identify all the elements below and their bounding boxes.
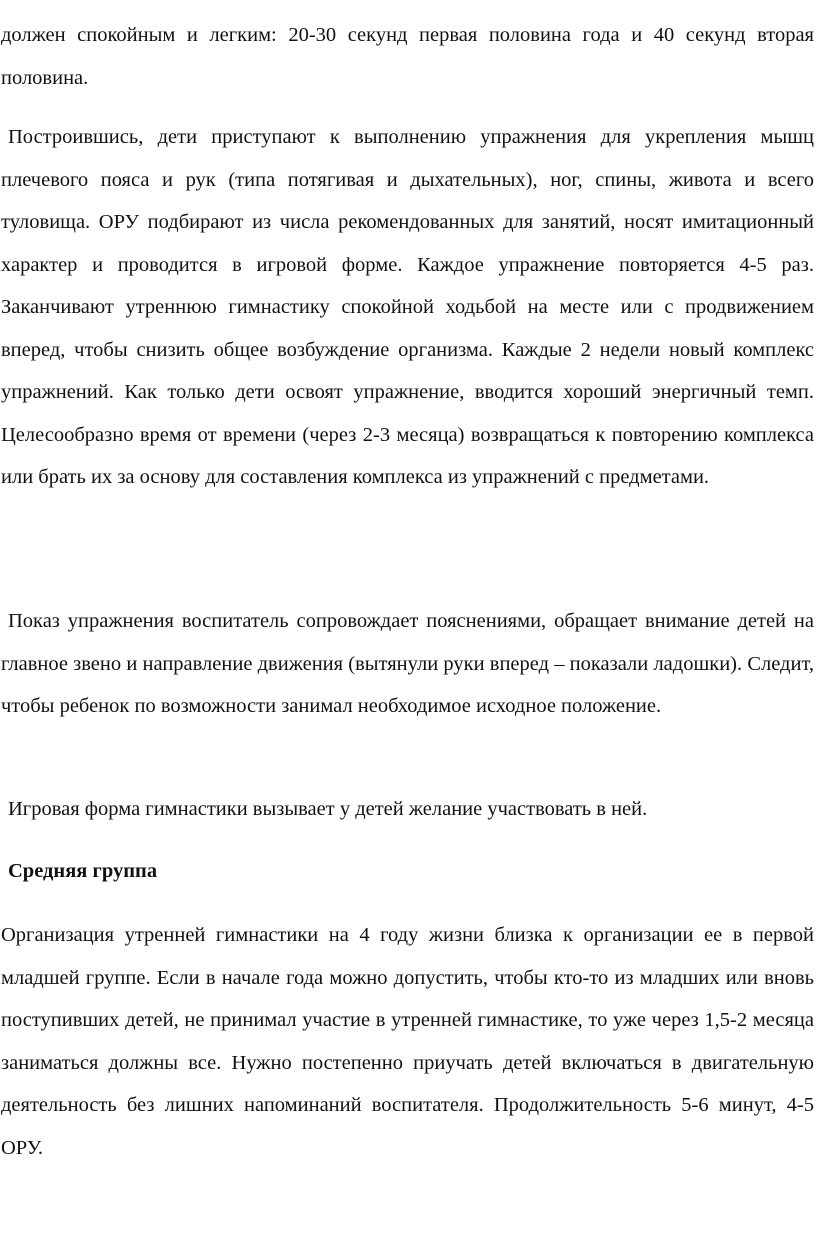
paragraph-game-form: Игровая форма гимнастики вызывает у детей желание участвовать в ней. [8, 798, 648, 820]
paragraph-exercises: Построившись, дети приступают к выполнению упражнения для укрепления мышц плечевого пояса и рук (типа потягивая и дыхательных), ног, спины, живота и всего туловища. ОРУ подбирают из числа рекомендованных для занятий, носят имитационный характер и проводится в игровой форме. Каждое упражнение повторяется 4-5 раз. Заканчивают утреннюю гимнастику спокойной ходьбой на месте или с продвижением вперед, чтобы снизить общее возбуждение организма. Каждые 2 недели новый комплекс упражнений. Как только дети освоят упражнение, вводится хороший энергичный темп. Целесообразно время от времени (через 2-3 месяца) возвращаться к повторению комплекса или брать их за основу для составления комплекса из упражнений с предметами. [1, 126, 814, 488]
paragraph-continuation: должен спокойным и легким: 20-30 секунд первая половина года и 40 секунд вторая половина. [1, 24, 814, 89]
paragraph-demonstration: Показ упражнения воспитатель сопровождает пояснениями, обращает внимание детей на главное звено и направление движения (вытянули руки вперед – показали ладошки). Следит, чтобы ребенок по возможности занимал необходимое исходное положение. [1, 610, 814, 717]
section-heading: Средняя группа [8, 860, 158, 882]
paragraph-middle-group: Организация утренней гимнастики на 4 году жизни близка к организации ее в первой младшей группе. Если в начале года можно допустить, чтобы кто-то из младших или вновь поступивших детей, не принимал участие в утренней гимнастике, то уже через 1,5-2 месяца заниматься должны все. Нужно постепенно приучать детей включаться в двигательную деятельность без лишних напоминаний воспитателя. Продолжительность 5-6 минут, 4-5 ОРУ. [1, 924, 814, 1159]
